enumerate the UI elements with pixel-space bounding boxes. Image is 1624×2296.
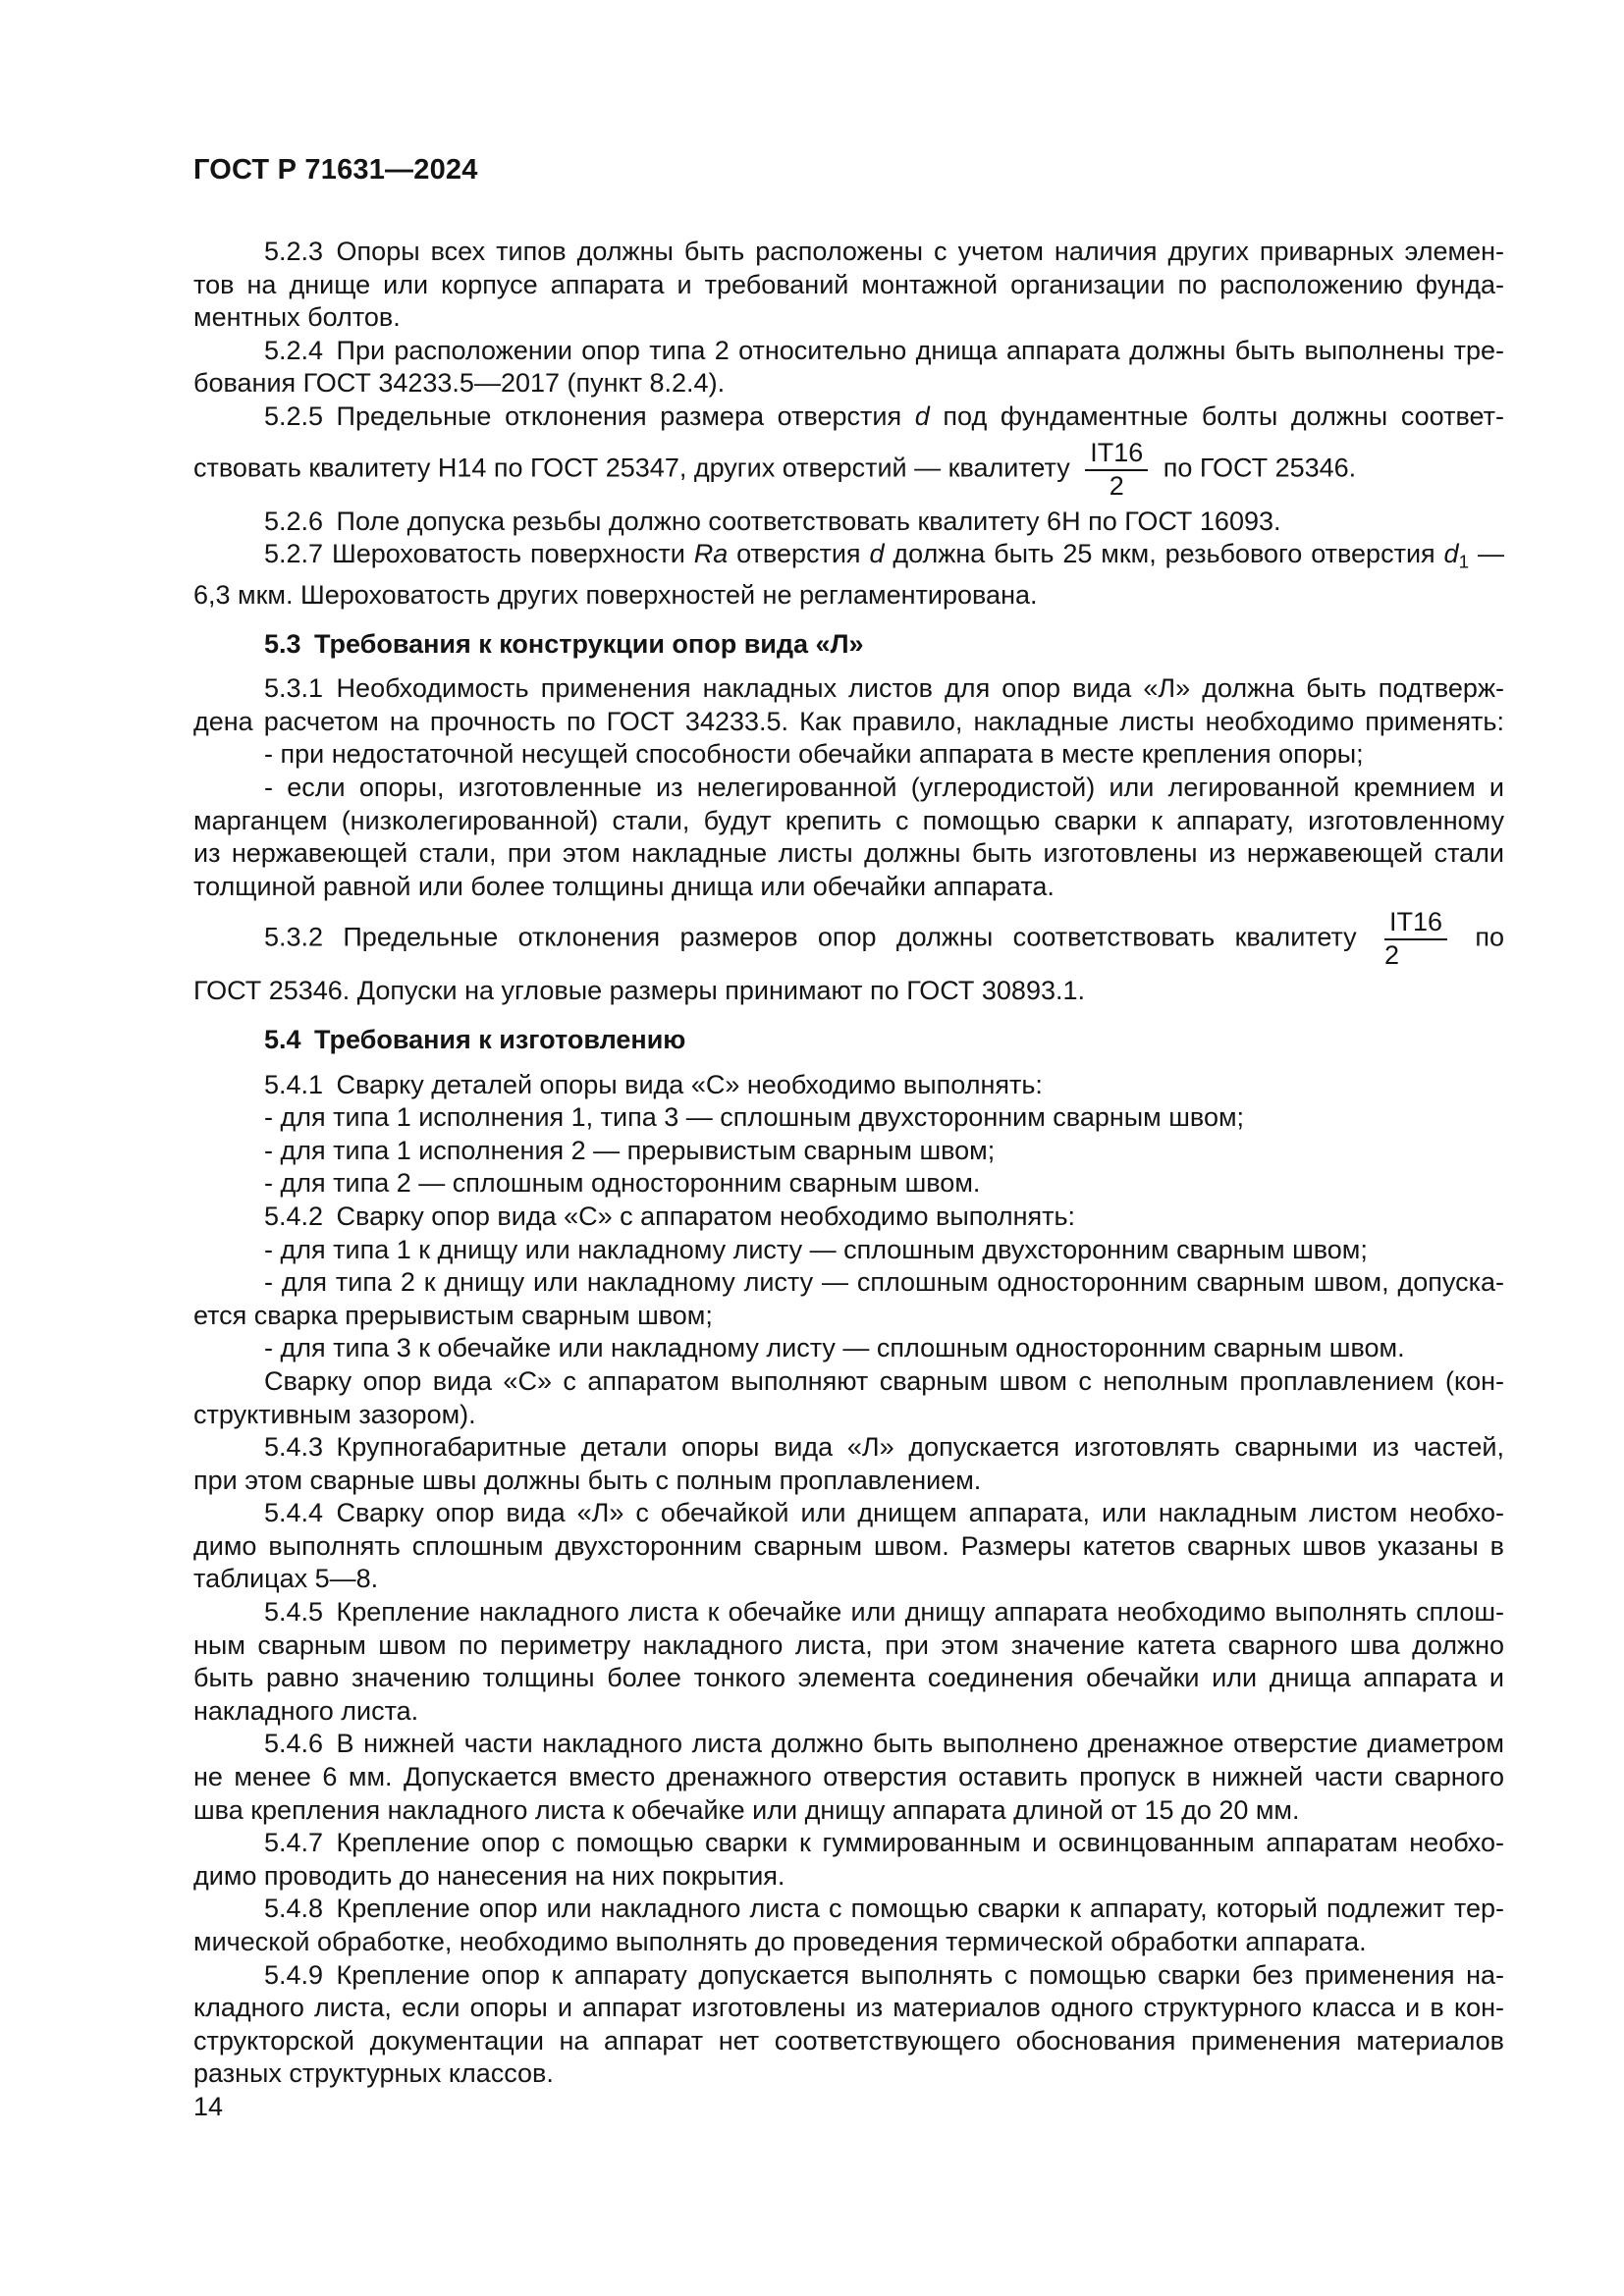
text-run: бования ГОСТ 34233.5—2017 (пункт 8.2.4). (193, 368, 726, 399)
text-run: ным сварным швом по периметру накладного листа, при этом значение катета сварного шва должно (193, 1629, 1504, 1660)
paragraph (193, 1497, 1504, 1596)
paragraph (193, 506, 1504, 539)
text-run: Сварку опор вида «С» с аппаратом выполняют сварным швом с неполным проплавлением (кон- (264, 1365, 1504, 1396)
paragraph (193, 236, 1504, 335)
text-run: 5.4.7 Крепление опор с помощью сварки к гуммированным и освинцованным аппаратам необхо- (264, 1828, 1504, 1858)
text-line (193, 1024, 1504, 1057)
text-line (193, 628, 1504, 662)
text-line (193, 1992, 1504, 2025)
tolerance-fraction (1085, 438, 1148, 502)
paragraph (193, 1431, 1504, 1497)
section-heading (193, 1024, 1504, 1057)
paragraph (193, 1365, 1504, 1431)
text-run: кладного листа, если опоры и аппарат изготовлены из материалов одного структурного класса и в кон- (193, 1993, 1504, 2023)
text-run: ГОСТ 25346. Допуски на угловые размеры принимают по ГОСТ 30893.1. (193, 976, 1085, 1006)
text-run: дена расчетом на прочность по ГОСТ 34233.5. Как правило, накладные листы необходимо применять: (193, 706, 1504, 736)
text-line (193, 1101, 1504, 1135)
text-run: структорской документации на аппарат нет соответствующего обоснования применения материалов (193, 2025, 1504, 2056)
text-run: быть равно значению толщины более тонкого элемента соединения обечайки или днища аппарата и (193, 1663, 1504, 1693)
text-line (193, 506, 1504, 539)
text-run: 5.3.2 Предельные отклонения размеров опор должны соответствовать квалитету (264, 923, 1377, 952)
text-line (193, 579, 1504, 613)
section-heading (193, 628, 1504, 662)
text-line (193, 236, 1504, 269)
text-run: 5.2.7 Шероховатость поверхности (264, 539, 694, 569)
text-line (193, 706, 1504, 739)
text-line (193, 434, 1504, 506)
text-line (193, 1827, 1504, 1860)
text-run: 5.3 Требования к конструкции опор вида «Л» (264, 628, 864, 659)
text-run: структивным зазором). (193, 1399, 476, 1429)
text-line (193, 1332, 1504, 1365)
text-line (193, 1497, 1504, 1530)
text-line (193, 1365, 1504, 1399)
text-run: - для типа 2 — сплошным односторонним сварным швом. (264, 1168, 981, 1199)
text-run: ментных болтов. (193, 302, 401, 333)
text-line (193, 335, 1504, 368)
text-run: 5.2.5 Предельные отклонения размера отверстия (264, 400, 915, 431)
text-run: - для типа 1 к днищу или накладному листу — сплошным двухсторонним сварным швом; (264, 1234, 1368, 1264)
text-line (193, 772, 1504, 805)
text-run: 5.2.3 Опоры всех типов должны быть расположены с учетом наличия других приварных элемен- (264, 237, 1504, 266)
text-line (193, 903, 1504, 975)
fraction-denominator: 2 (1383, 940, 1400, 971)
text-run: по (1455, 923, 1504, 952)
text-line (193, 1069, 1504, 1102)
text-line (193, 1794, 1504, 1828)
text-run: 5.4.8 Крепление опор или накладного листа с помощью сварки к аппарату, который подлежит тер- (264, 1894, 1504, 1924)
text-run: — (1469, 539, 1504, 569)
text-line (193, 738, 1504, 772)
text-run: - для типа 1 исполнения 2 — прерывистым сварным швом; (264, 1135, 996, 1165)
text-line (193, 1959, 1504, 1993)
text-run: Ra (693, 539, 729, 569)
text-run: под фундаментные болты должны соответ- (929, 400, 1504, 431)
text-run: из нержавеющей стали, при этом накладные листы должны быть изготовлены из нержавеющей стали (193, 838, 1504, 869)
text-line (193, 2057, 1504, 2091)
text-run: - при недостаточной несущей способности обечайки аппарата в месте крепления опоры; (264, 739, 1364, 770)
text-line (193, 1465, 1504, 1498)
text-run: 5.4.3 Крупногабаритные детали опоры вида «Л» допускается изготовлять сварными из частей, (264, 1432, 1504, 1463)
text-run: 5.4.5 Крепление накладного листа к обечайке или днищу аппарата необходимо выполнять сплош- (264, 1597, 1504, 1628)
text-line (193, 2025, 1504, 2058)
text-run: тов на днище или корпусе аппарата и требований монтажной организации по расположению фунда- (193, 269, 1504, 299)
text-run: по ГОСТ 25346. (1156, 453, 1357, 483)
text-line (193, 672, 1504, 706)
text-run: 5.4.2 Сварку опор вида «С» с аппаратом необходимо выполнять: (264, 1201, 1076, 1231)
text-run: накладного листа. (193, 1695, 419, 1726)
text-line (193, 400, 1504, 434)
tolerance-fraction (1384, 907, 1447, 971)
text-line (193, 1926, 1504, 1959)
paragraph (193, 1728, 1504, 1827)
text-run: 5.4.6 В нижней части накладного листа должно быть выполнено дренажное отверстие диаметром (264, 1729, 1504, 1759)
text-line (193, 1399, 1504, 1432)
text-run: d (1443, 539, 1459, 569)
paragraph (193, 335, 1504, 400)
text-line (193, 1530, 1504, 1564)
text-run: - для типа 1 исполнения 1, типа 3 — сплошным двухсторонним сварным швом; (264, 1102, 1245, 1133)
fraction-denominator: 2 (1109, 470, 1124, 501)
text-line (193, 1431, 1504, 1465)
paragraph (193, 1893, 1504, 1958)
paragraph (193, 1069, 1504, 1201)
fraction-numerator: IT16 (1085, 438, 1148, 471)
text-line (193, 1728, 1504, 1761)
text-run: - для типа 2 к днищу или накладному листу — сплошным односторонним сварным швом, допуска- (264, 1267, 1504, 1298)
document-body (193, 236, 1504, 2091)
text-run: димо выполнять сплошным двухсторонним сварным швом. Размеры катетов сварных швов указаны в (193, 1530, 1504, 1561)
paragraph (193, 538, 1504, 612)
text-run: таблицах 5—8. (193, 1564, 379, 1594)
text-line (193, 367, 1504, 400)
text-run: при этом сварные швы должны быть с полным проплавлением. (193, 1465, 982, 1495)
text-run: - для типа 3 к обечайке или накладному листу — сплошным односторонним сварным швом. (264, 1333, 1405, 1363)
text-line (193, 1629, 1504, 1663)
paragraph (193, 672, 1504, 903)
paragraph (193, 1201, 1504, 1365)
text-run: 5.2.6 Поле допуска резьбы должно соответствовать квалитету 6H по ГОСТ 16093. (264, 506, 1281, 536)
text-line (193, 1860, 1504, 1894)
text-line (193, 1234, 1504, 1267)
text-run: разных структурных классов. (193, 2058, 554, 2089)
text-run: толщиной равной или более толщины днища или обечайки аппарата. (193, 871, 1055, 901)
text-run: 5.4.9 Крепление опор к аппарату допускается выполнять с помощью сварки без применения на- (264, 1959, 1504, 1990)
text-run: отверстия (728, 539, 870, 569)
paragraph (193, 1596, 1504, 1728)
paragraph (193, 400, 1504, 506)
text-run: d (914, 400, 930, 431)
text-line (193, 1300, 1504, 1333)
text-line (193, 975, 1504, 1008)
text-line (193, 805, 1504, 838)
text-line (193, 1167, 1504, 1201)
text-run: d (869, 539, 885, 569)
text-line (193, 269, 1504, 302)
text-line (193, 1596, 1504, 1629)
text-line (193, 1662, 1504, 1695)
text-line (193, 301, 1504, 335)
subscript: 1 (1458, 552, 1470, 573)
text-run: шва крепления накладного листа к обечайке или днищу аппарата длиной от 15 до 20 мм. (193, 1794, 1300, 1825)
text-run: ется сварка прерывистым сварным швом; (193, 1300, 713, 1330)
text-line (193, 871, 1504, 904)
paragraph (193, 1959, 1504, 2091)
text-line (193, 1761, 1504, 1794)
text-run: - если опоры, изготовленные из нелегированной (углеродистой) или легированной кремнием и (264, 773, 1504, 802)
text-run: 6,3 мкм. Шероховатость других поверхностей не регламентирована. (193, 580, 1038, 611)
text-run: марганцем (низколегированной) стали, будут крепить с помощью сварки к аппарату, изготовленному (193, 805, 1504, 835)
text-run: 5.4 Требования к изготовлению (264, 1024, 686, 1054)
text-run: 5.4.1 Сварку деталей опоры вида «С» необходимо выполнять: (264, 1069, 1043, 1099)
paragraph (193, 1827, 1504, 1893)
text-line (193, 1893, 1504, 1926)
paragraph (193, 903, 1504, 1008)
text-run: ствовать квалитету H14 по ГОСТ 25347, других отверстий — квалитету (193, 453, 1078, 483)
text-line (193, 1563, 1504, 1596)
text-line (193, 1266, 1504, 1300)
text-run: должна быть 25 мкм, резьбового отверстия (884, 539, 1444, 569)
text-line (193, 1201, 1504, 1234)
page-number: 14 (193, 2091, 224, 2121)
text-line (193, 837, 1504, 871)
text-run: мической обработке, необходимо выполнять до проведения термической обработки аппарата. (193, 1927, 1367, 1956)
text-line (193, 1695, 1504, 1729)
document-header: ГОСТ Р 71631—2024 (193, 154, 478, 186)
text-run: димо проводить до нанесения на них покрытия. (193, 1860, 785, 1891)
text-run: не менее 6 мм. Допускается вместо дренажного отверстия оставить пропуск в нижней части сварного (193, 1762, 1504, 1792)
text-line (193, 1135, 1504, 1168)
text-run: 5.4.4 Сварку опор вида «Л» с обечайкой или днищем аппарата, или накладным листом необхо- (264, 1498, 1504, 1528)
text-line (193, 538, 1504, 579)
text-run: 5.3.1 Необходимость применения накладных листов для опор вида «Л» должна быть подтверж- (264, 673, 1504, 704)
fraction-numerator: IT16 (1384, 907, 1447, 940)
text-run: 5.2.4 При расположении опор типа 2 относительно днища аппарата должны быть выполнены тре- (264, 335, 1504, 365)
